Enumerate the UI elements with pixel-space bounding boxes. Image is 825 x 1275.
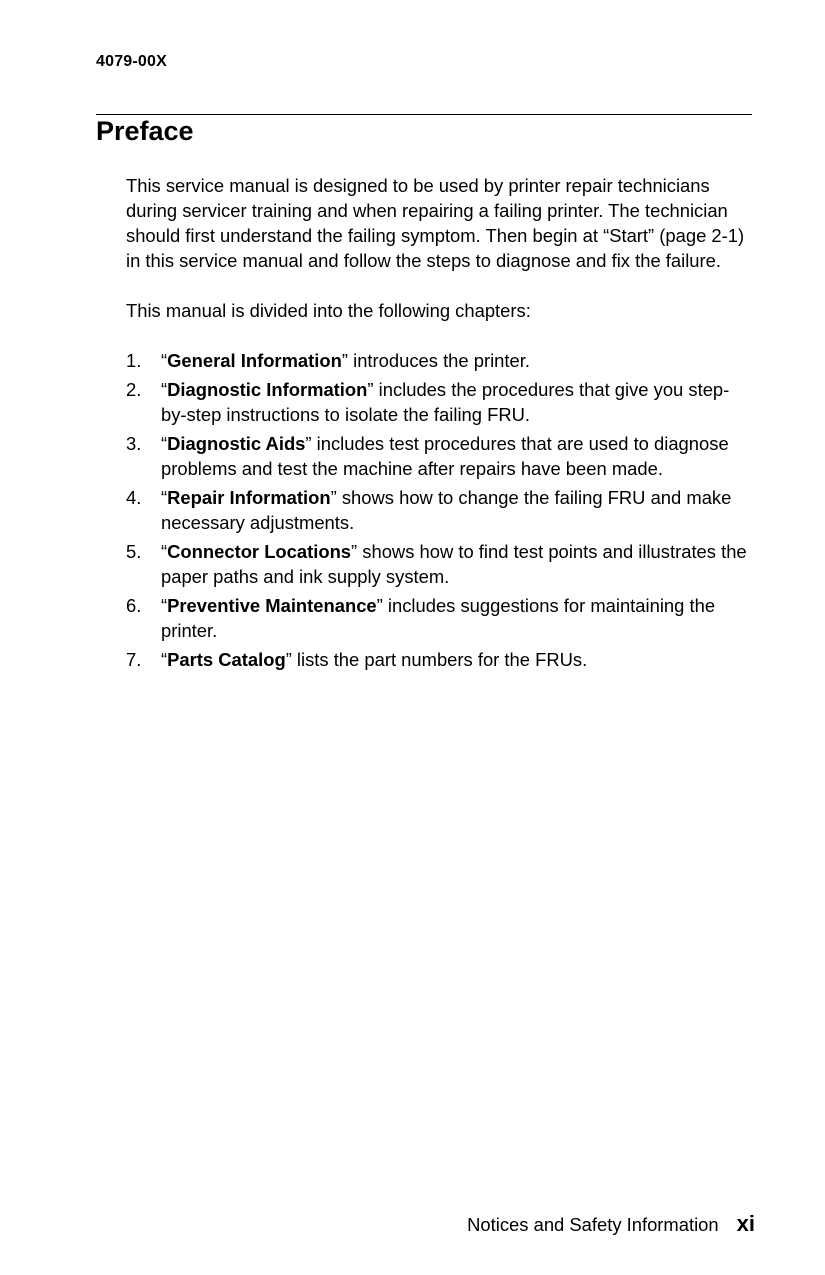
intro-paragraph: This service manual is designed to be used by printer repair technicians during servicer training and when repairing a failing printer. The technician should first understand the failing symptom. Then begin at “Start” (page 2-1) in this service manual and follow the steps to diagnose and fix the failure. <box>126 175 745 271</box>
chapter-description: ” lists the part numbers for the FRUs. <box>285 649 588 670</box>
preface-body <box>126 173 752 676</box>
chapter-number: 5. <box>126 541 142 562</box>
open-quote: “ <box>161 649 168 670</box>
chapter-name: Diagnostic Aids <box>167 433 306 454</box>
open-quote: “ <box>161 541 168 562</box>
chapter-item <box>126 485 752 535</box>
chapters-intro: This manual is divided into the following chapters: <box>126 300 531 321</box>
chapter-list <box>126 348 752 672</box>
chapter-number: 4. <box>126 487 142 508</box>
chapter-number: 1. <box>126 350 142 371</box>
chapter-item <box>126 593 752 643</box>
chapter-item <box>126 431 752 481</box>
page-number: xi <box>736 1211 755 1236</box>
chapter-name: Preventive Maintenance <box>167 595 377 616</box>
title-rule <box>96 114 752 115</box>
chapter-name: General Information <box>167 350 342 371</box>
chapter-item <box>126 348 752 373</box>
footer-section-title: Notices and Safety Information <box>467 1214 719 1235</box>
chapter-description: ” shows how to find test points and illustrates the paper paths and ink supply system. <box>161 541 747 587</box>
chapter-description: ” includes the procedures that give you step-by-step instructions to isolate the failing FRU. <box>161 379 730 425</box>
open-quote: “ <box>161 433 168 454</box>
chapter-name: Parts Catalog <box>167 649 286 670</box>
document-code: 4079-00X <box>96 53 167 70</box>
page-title: Preface <box>96 116 194 146</box>
chapter-name: Connector Locations <box>167 541 352 562</box>
chapter-item <box>126 377 752 427</box>
chapter-number: 2. <box>126 379 142 400</box>
chapter-number: 3. <box>126 433 142 454</box>
page-footer <box>467 1210 755 1239</box>
chapter-name: Repair Information <box>167 487 331 508</box>
chapter-name: Diagnostic Information <box>167 379 368 400</box>
chapter-description: ” includes suggestions for maintaining the printer. <box>161 595 716 641</box>
chapter-description: ” introduces the printer. <box>341 350 530 371</box>
chapter-description: ” includes test procedures that are used to diagnose problems and test the machine after repairs have been made. <box>161 433 729 479</box>
open-quote: “ <box>161 379 168 400</box>
open-quote: “ <box>161 350 168 371</box>
chapter-description: ” shows how to change the failing FRU and make necessary adjustments. <box>161 487 732 533</box>
chapter-item <box>126 539 752 589</box>
chapter-number: 6. <box>126 595 142 616</box>
chapter-number: 7. <box>126 649 142 670</box>
open-quote: “ <box>161 487 168 508</box>
open-quote: “ <box>161 595 168 616</box>
chapter-item <box>126 647 752 672</box>
